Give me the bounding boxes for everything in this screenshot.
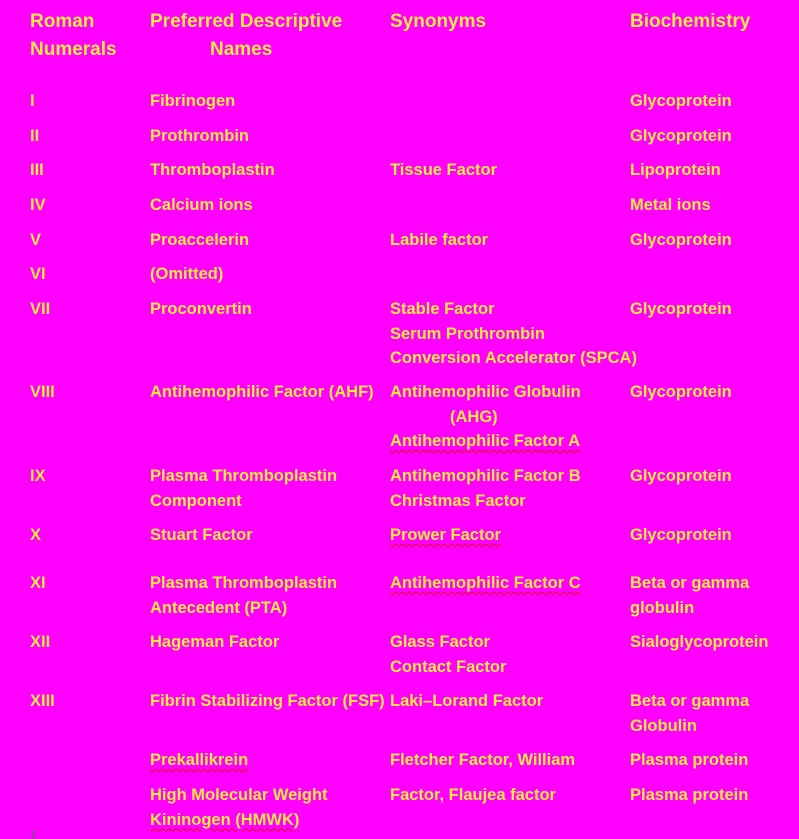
synonyms: Glass Factor Contact Factor — [390, 633, 507, 676]
synonyms: Laki–Lorand Factor — [390, 692, 544, 710]
roman-numeral: X — [30, 526, 42, 544]
roman-numeral: XII — [30, 633, 51, 651]
roman-numeral: VIII — [30, 383, 55, 401]
biochemistry: Glycoprotein — [630, 92, 732, 110]
header-synonyms: Synonyms — [390, 11, 487, 32]
roman-numeral: IX — [30, 467, 46, 485]
roman-numeral: VI — [30, 265, 46, 283]
factor-name: Fibrinogen — [150, 92, 236, 110]
factor-name: Stuart Factor — [150, 526, 253, 544]
biochemistry: Glycoprotein — [630, 127, 732, 145]
text-cursor — [33, 830, 34, 839]
biochemistry: Beta or gamma globulin — [630, 574, 750, 617]
synonyms: Prower Factor — [390, 526, 501, 544]
biochemistry: Glycoprotein — [630, 300, 732, 318]
roman-numeral: IV — [30, 196, 46, 214]
factor-name: Plasma Thromboplastin Antecedent (PTA) — [150, 574, 338, 617]
synonyms: Tissue Factor — [390, 161, 497, 179]
synonyms: Labile factor — [390, 231, 489, 249]
roman-numeral: VII — [30, 300, 51, 318]
biochemistry: Glycoprotein — [630, 383, 732, 401]
biochemistry: Beta or gamma Globulin — [630, 692, 750, 735]
biochemistry: Glycoprotein — [630, 467, 732, 485]
factor-name: Calcium ions — [150, 196, 253, 214]
synonyms: Stable Factor Serum Prothrombin Conversion Accelerator (SPCA) — [390, 300, 637, 367]
biochemistry: Sialoglycoprotein — [630, 633, 769, 651]
factor-name: Hageman Factor — [150, 633, 280, 651]
factor-name: Antihemophilic Factor (AHF) — [150, 383, 374, 401]
roman-numeral: I — [30, 92, 35, 110]
synonyms: Antihemophilic Factor C — [390, 574, 581, 592]
header-preferred-names: Preferred Descriptive Names — [150, 11, 343, 60]
synonyms: Antihemophilic Factor B Christmas Factor — [390, 467, 581, 510]
roman-numeral: V — [30, 231, 42, 249]
factor-name: Proaccelerin — [150, 231, 250, 249]
factor-name: Plasma Thromboplastin Component — [150, 467, 338, 510]
factor-name: High Molecular Weight Kininogen (HMWK) — [150, 786, 328, 829]
factor-name: Proconvertin — [150, 300, 252, 318]
roman-numeral: XI — [30, 574, 46, 592]
biochemistry: Glycoprotein — [630, 526, 732, 544]
synonyms: Fletcher Factor, William — [390, 751, 576, 769]
factor-name: Prekallikrein — [150, 751, 249, 769]
factor-name: Prothrombin — [150, 127, 249, 145]
biochemistry: Plasma protein — [630, 786, 749, 804]
roman-numeral: XIII — [30, 692, 55, 710]
factor-name: Thromboplastin — [150, 161, 275, 179]
factor-name: Fibrin Stabilizing Factor (FSF) — [150, 692, 385, 710]
roman-numeral: III — [30, 161, 44, 179]
synonyms: Factor, Flaujea factor — [390, 786, 556, 804]
biochemistry: Plasma protein — [630, 751, 749, 769]
factor-name: (Omitted) — [150, 265, 224, 283]
header-roman-numerals: Roman Numerals — [30, 11, 117, 60]
roman-numeral: II — [30, 127, 40, 145]
synonyms: Antihemophilic Globulin (AHG) Antihemophilic Factor A — [390, 383, 581, 450]
biochemistry: Metal ions — [630, 196, 711, 214]
biochemistry: Glycoprotein — [630, 231, 732, 249]
biochemistry: Lipoprotein — [630, 161, 721, 179]
header-biochemistry: Biochemistry — [630, 11, 751, 32]
